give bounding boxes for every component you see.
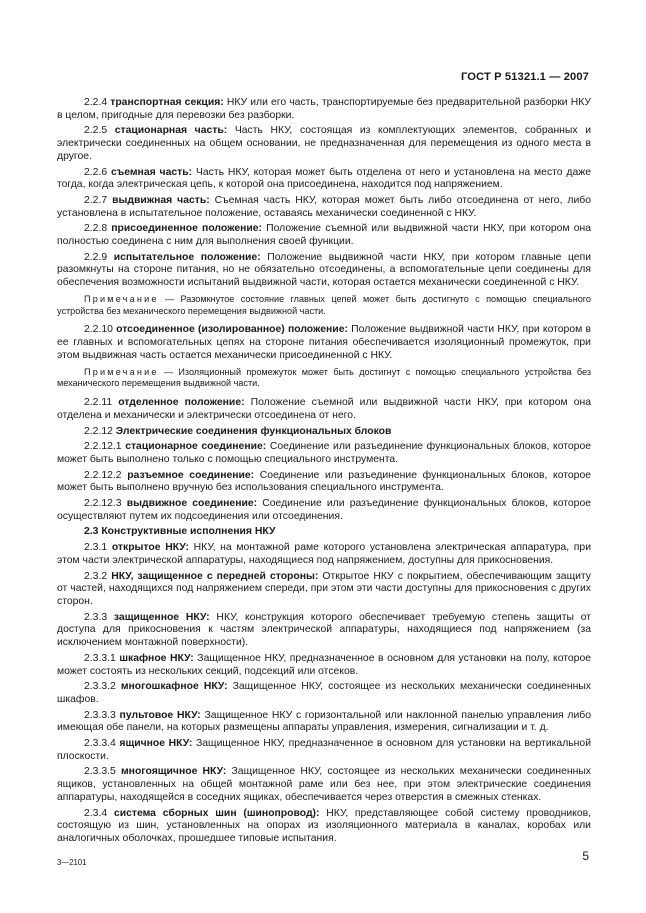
clause-number: 2.2.12.1: [84, 441, 122, 453]
clause-number: 2.2.10: [84, 324, 113, 336]
clause-text: НКУ, на монтажной раме которого установлена электрическая аппаратура, при этом части электрической аппаратуры, находящиеся под напряжением, доступны для прикосновения.: [57, 542, 592, 566]
clause-number: 2.3.3.1: [84, 652, 116, 664]
clause-text: — Изоляционный промежуток может быть достигнут с помощью специального устройства без механического перемещения выдвижной части.: [57, 366, 591, 389]
clause-paragraph: [57, 542, 591, 567]
clause-term: пультовое НКУ:: [119, 709, 201, 721]
clause-term: защищенное НКУ:: [113, 611, 210, 623]
clause-term: транспортная секция:: [110, 97, 224, 108]
clause-text: — Разомкнутое состояние главных цепей может быть достигнуто с помощью специального устройства без механического перемещения выдвижной части.: [57, 293, 591, 316]
clause-paragraph: [57, 441, 591, 466]
clause-paragraph: [57, 167, 591, 192]
clause-term: открытое НКУ:: [111, 542, 189, 554]
clause-number: 2.2.7: [84, 194, 108, 206]
clause-paragraph: [57, 97, 591, 122]
clause-number: 2.3.3: [84, 611, 108, 623]
clause-term: присоединенное положение:: [111, 223, 263, 235]
clause-paragraph: [57, 125, 591, 163]
clause-term: многошкафное НКУ:: [120, 681, 228, 693]
clause-number: 2.2.5: [84, 125, 108, 137]
clause-number: 2.3.2: [84, 570, 108, 582]
clause-number: 2.3.3.5: [84, 766, 116, 778]
note-paragraph: [57, 367, 591, 391]
clause-text: Соединение или разъединение функциональных блоков, которое может быть выполнено вручную без использования специального инструмента.: [57, 469, 592, 494]
clause-text: Соединение или разъединение функциональных блоков, которое осуществляют путем их подсоединения или отсоединения.: [57, 498, 592, 522]
clause-paragraph: [57, 710, 591, 735]
clause-paragraph: [57, 612, 591, 650]
clause-number: 2.3.4: [84, 807, 108, 819]
clause-text: Открытое НКУ с покрытием, обеспечивающим защиту от частей, находящихся под напряжением спереди, при этом эти части доступны для прикосновения с других сторон.: [57, 570, 591, 607]
document-header: ГОСТ Р 51321.1 — 2007: [460, 71, 589, 83]
clause-paragraph: [57, 223, 591, 248]
clause-term: система сборных шин (шинопровод):: [113, 807, 320, 819]
clause-text: Положение съемной или выдвижной части НКУ, при котором она полностью соединена с ним для выполнения своей функции.: [57, 223, 592, 248]
clause-number: 2.3.3.4: [84, 738, 116, 750]
clause-term: испытательное положение:: [113, 251, 261, 263]
clause-paragraph: [57, 681, 591, 706]
clause-number: 2.3.1: [84, 542, 108, 554]
sheet-mark: 3—2101: [57, 858, 87, 867]
clause-text: Защищенное НКУ с горизонтальной или наклонной панелью управления либо имеющая обе панели, на которых размещены аппараты управления, измерения, сигнализации и т. д.: [57, 709, 591, 734]
clause-term: разъемное соединение:: [127, 469, 255, 481]
clause-number: 2.3: [84, 526, 99, 538]
clause-number: 2.3.3.3: [84, 709, 116, 721]
clause-text: Съемная часть НКУ, которая может быть либо отсоединена от него, либо установлена в испытательное положение, оставаясь механически соединенной с НКУ.: [57, 194, 592, 219]
clause-paragraph: [57, 470, 591, 495]
clause-text: Часть НКУ, которая может быть отделена от него и установлена на место даже тогда, когда электрическая цепь, к которой она присоединена, находится под напряжением.: [57, 166, 592, 191]
clause-paragraph: [57, 526, 591, 539]
clause-paragraph: [57, 498, 591, 523]
note-label: Примечание: [84, 293, 159, 304]
page-number: 5: [582, 849, 589, 863]
clause-text: НКУ или его часть, транспортируемые без предварительной разборки НКУ в целом, пригодные для перевозки без разборки.: [57, 97, 591, 121]
clause-number: 2.2.4: [84, 97, 108, 108]
clause-paragraph: [57, 738, 591, 763]
clause-term: отделенное положение:: [118, 397, 245, 409]
clause-paragraph: [57, 766, 591, 804]
clause-text: Положение выдвижной части НКУ, при котором главные цепи разомкнуты на стороне питания, но не обязательно отсоединены, а вспомогательные цепи соединены для обеспечения возможности испытаний выдвижной части, которая остается механически соединенной с НКУ.: [57, 251, 592, 289]
clause-paragraph: [57, 324, 591, 362]
clause-number: 2.2.8: [84, 223, 108, 235]
clause-number: 2.2.12.3: [84, 498, 122, 510]
clause-text: Защищенное НКУ, состоящее из нескольких механически соединенных шкафов.: [57, 681, 592, 705]
clause-term: ящичное НКУ:: [119, 738, 193, 750]
clause-paragraph: [57, 571, 591, 609]
clause-term: выдвижная часть:: [112, 194, 210, 206]
clause-number: 2.2.12: [84, 425, 113, 437]
clause-text: Защищенное НКУ, состоящее из нескольких механически соединенных ящиков, установленных на общей монтажной раме или без нее, при этом электрические соединения аппаратуры, находящейся в соседних ящиках, обеспечивается через отверстия в смежных стенках.: [57, 766, 591, 803]
clause-text: Положение съемной или выдвижной части НКУ, при котором она отделена и механически и электрически отсоединена от него.: [57, 397, 592, 421]
clause-number: 2.3.3.2: [84, 681, 116, 693]
clause-paragraph: [57, 195, 591, 220]
clause-paragraph: [57, 808, 591, 846]
clause-paragraph: [57, 653, 591, 678]
clause-term: Конструктивные исполнения НКУ: [101, 526, 276, 538]
clause-text: НКУ, конструкция которого обеспечивает требуемую степень защиты от доступа для прикосновения к частям электрической аппаратуры, находящиеся под напряжением (за исключением монтажной поверхности).: [57, 611, 592, 649]
clause-text: Соединение или разъединение функциональных блоков, которое может быть выполнено только с помощью специального инструмента.: [57, 441, 591, 465]
clause-paragraph: [57, 426, 591, 439]
clause-text: Положение выдвижной части НКУ, при котором в ее главных и вспомогательных цепях на стороне питания обеспечивается изоляционный промежуток, при этом выдвижная часть остается механически присоединенной с НКУ.: [57, 324, 592, 361]
clause-paragraph: [57, 252, 591, 290]
clause-number: 2.2.9: [84, 251, 108, 263]
clause-number: 2.2.6: [84, 166, 108, 178]
clause-term: НКУ, защищенное с передней стороны:: [111, 570, 319, 582]
document-body: [57, 97, 591, 849]
clause-term: стационарная часть:: [114, 125, 228, 137]
clause-term: Электрические соединения функциональных блоков: [115, 425, 392, 437]
note-label: Примечание: [84, 366, 159, 377]
clause-text: Часть НКУ, состоящая из комплектующих элементов, собранных и электрически соединенных на общем основании, не предназначенная для перемещения из одного места в другое.: [57, 125, 592, 162]
clause-text: Защищенное НКУ, предназначенное в основном для установки на вертикальной плоскости.: [57, 738, 591, 762]
note-paragraph: [57, 294, 591, 318]
clause-term: шкафное НКУ:: [119, 652, 194, 664]
clause-text: НКУ, представляющее собой систему проводников, состоящую из шин, установленных на опорах из изоляционного материала в каналах, коробах или аналогичных оболочках, прошедшее типовые испытания.: [57, 807, 592, 844]
clause-text: Защищенное НКУ, предназначенное в основном для установки на полу, которое может состоять из нескольких секций, подсекций или отсеков.: [57, 652, 592, 677]
clause-term: съемная часть:: [111, 166, 193, 178]
clause-paragraph: [57, 397, 591, 422]
clause-number: 2.2.12.2: [84, 469, 122, 481]
clause-term: выдвижное соединение:: [126, 498, 258, 510]
clause-number: 2.2.11: [84, 397, 113, 409]
clause-term: стационарное соединение:: [125, 441, 267, 453]
clause-term: многоящичное НКУ:: [120, 766, 227, 778]
clause-term: отсоединенное (изолированное) положение:: [116, 324, 348, 336]
